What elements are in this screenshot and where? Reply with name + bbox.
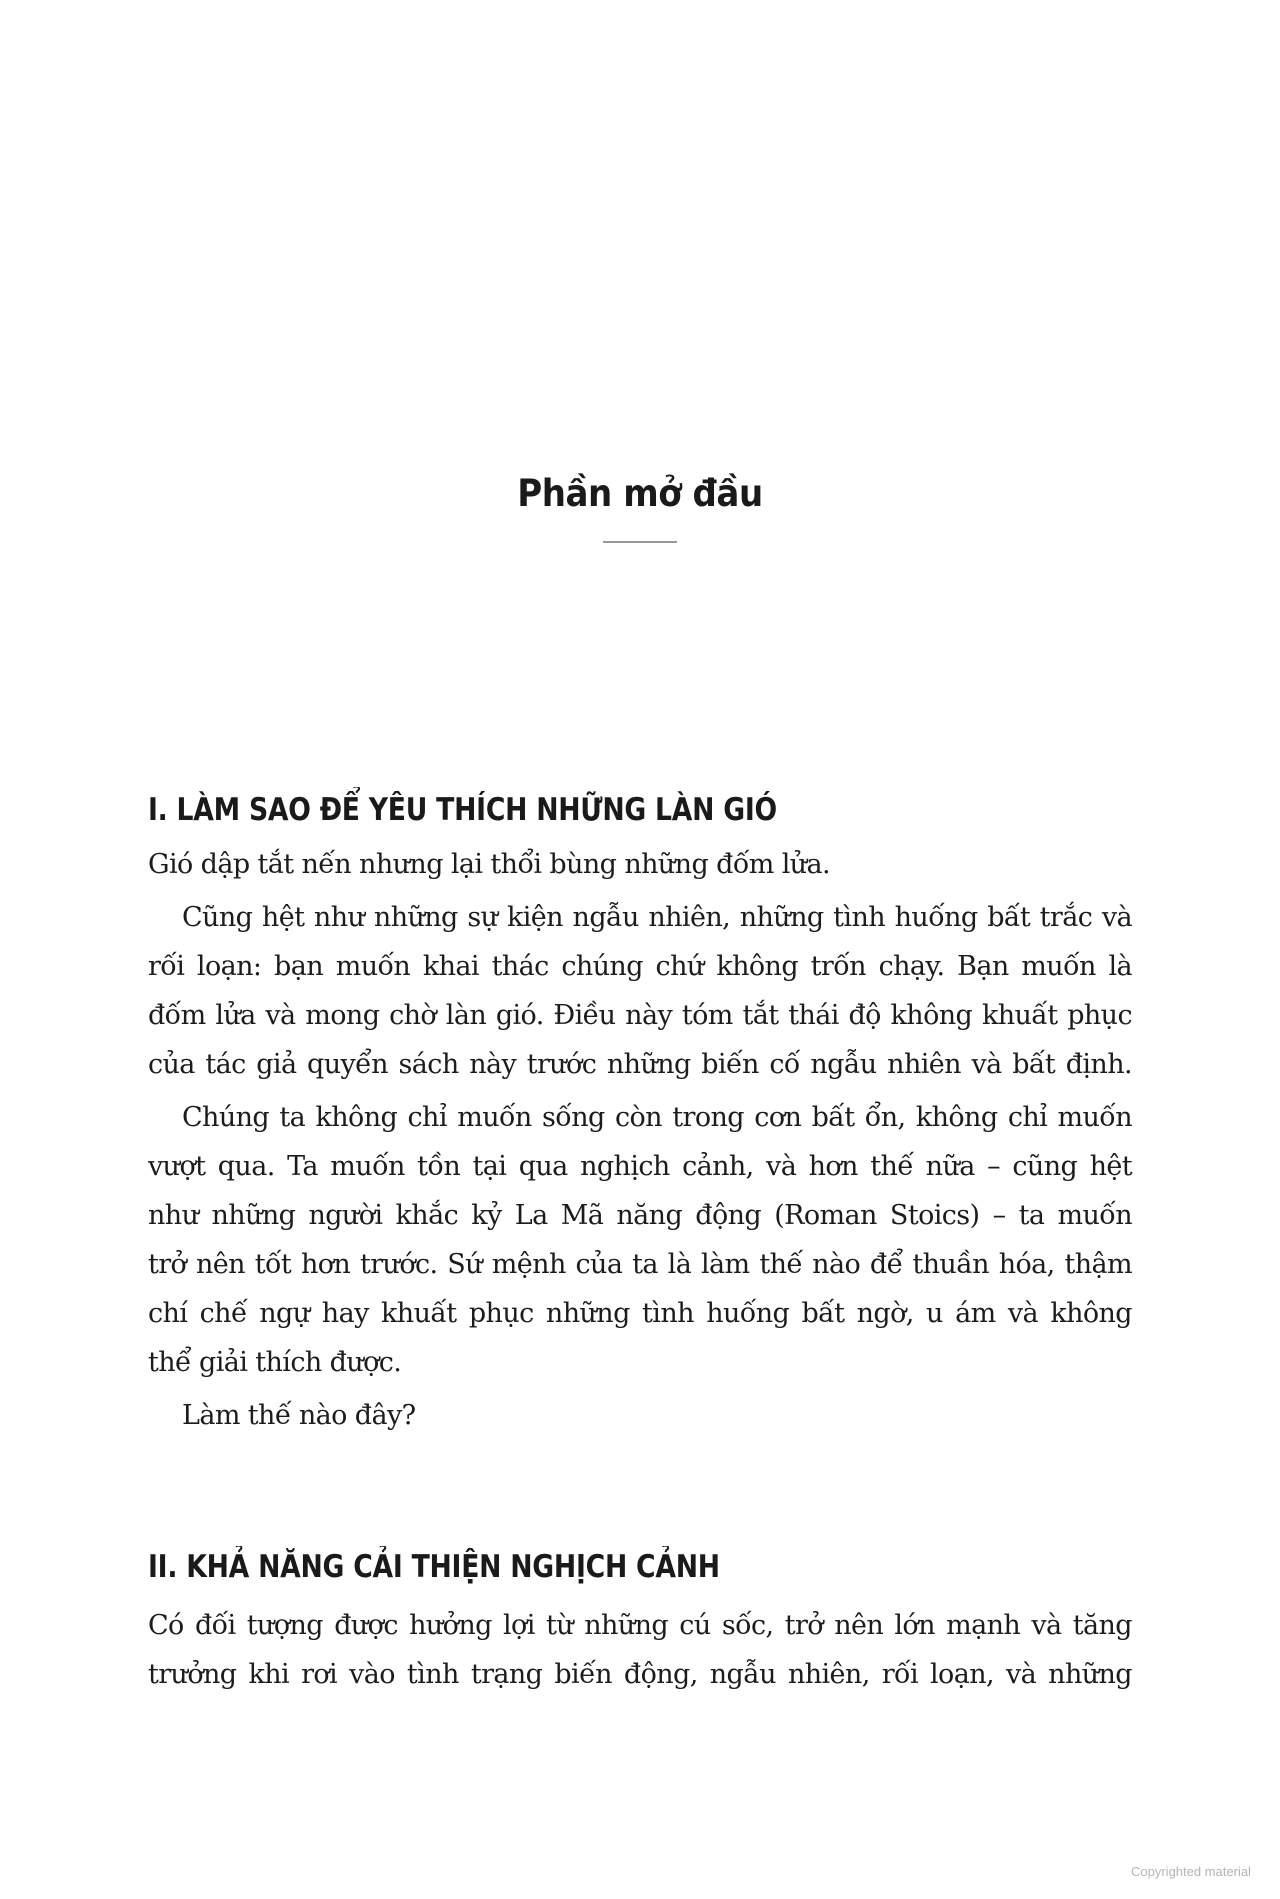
text-line: Chúng ta không chỉ muốn sống còn trong cơn bất ổn, không chỉ muốn (182, 1102, 1132, 1133)
section-1-paragraph-4 (148, 1391, 1132, 1440)
section-1-paragraph-3 (148, 1093, 1132, 1387)
section-1-paragraph-1 (148, 840, 1132, 889)
text-line: chí chế ngự hay khuất phục những tình huống bất ngờ, u ám và không (148, 1298, 1132, 1329)
text-line: như những người khắc kỷ La Mã năng động (Roman Stoics) – ta muốn (148, 1200, 1132, 1231)
text-line: đốm lửa và mong chờ làn gió. Điều này tóm tắt thái độ không khuất phục (148, 1000, 1132, 1031)
section-2 (148, 1547, 1132, 1703)
chapter-title: Phần mở đầu (517, 471, 763, 515)
text-line: của tác giả quyển sách này trước những biến cố ngẫu nhiên và bất định. (148, 1049, 1132, 1080)
text-line: thể giải thích được. (148, 1347, 402, 1378)
text-line: Gió dập tắt nến nhưng lại thổi bùng những đốm lửa. (148, 849, 831, 880)
section-1-heading: I. LÀM SAO ĐỂ YÊU THÍCH NHỮNG LÀN GIÓ (148, 792, 777, 828)
text-line: Có đối tượng được hưởng lợi từ những cú sốc, trở nên lớn mạnh và tăng (148, 1610, 1132, 1641)
text-line: Cũng hệt như những sự kiện ngẫu nhiên, những tình huống bất trắc và (182, 902, 1132, 933)
section-2-heading: II. KHẢ NĂNG CẢI THIỆN NGHỊCH CẢNH (148, 1549, 720, 1585)
copyright-watermark: Copyrighted material (1131, 1864, 1251, 1879)
text-line: trở nên tốt hơn trước. Sứ mệnh của ta là làm thế nào để thuần hóa, thậm (148, 1249, 1132, 1280)
text-line: rối loạn: bạn muốn khai thác chúng chứ không trốn chạy. Bạn muốn là (148, 951, 1132, 982)
section-1-paragraph-2 (148, 893, 1132, 1089)
section-1 (148, 790, 1132, 1444)
section-2-paragraph-1 (148, 1601, 1132, 1699)
text-line: trưởng khi rơi vào tình trạng biến động, ngẫu nhiên, rối loạn, và những (148, 1659, 1132, 1690)
title-divider (603, 541, 677, 543)
text-line: vượt qua. Ta muốn tồn tại qua nghịch cảnh, và hơn thế nữa – cũng hệt (148, 1151, 1132, 1182)
text-line: Làm thế nào đây? (182, 1400, 416, 1431)
